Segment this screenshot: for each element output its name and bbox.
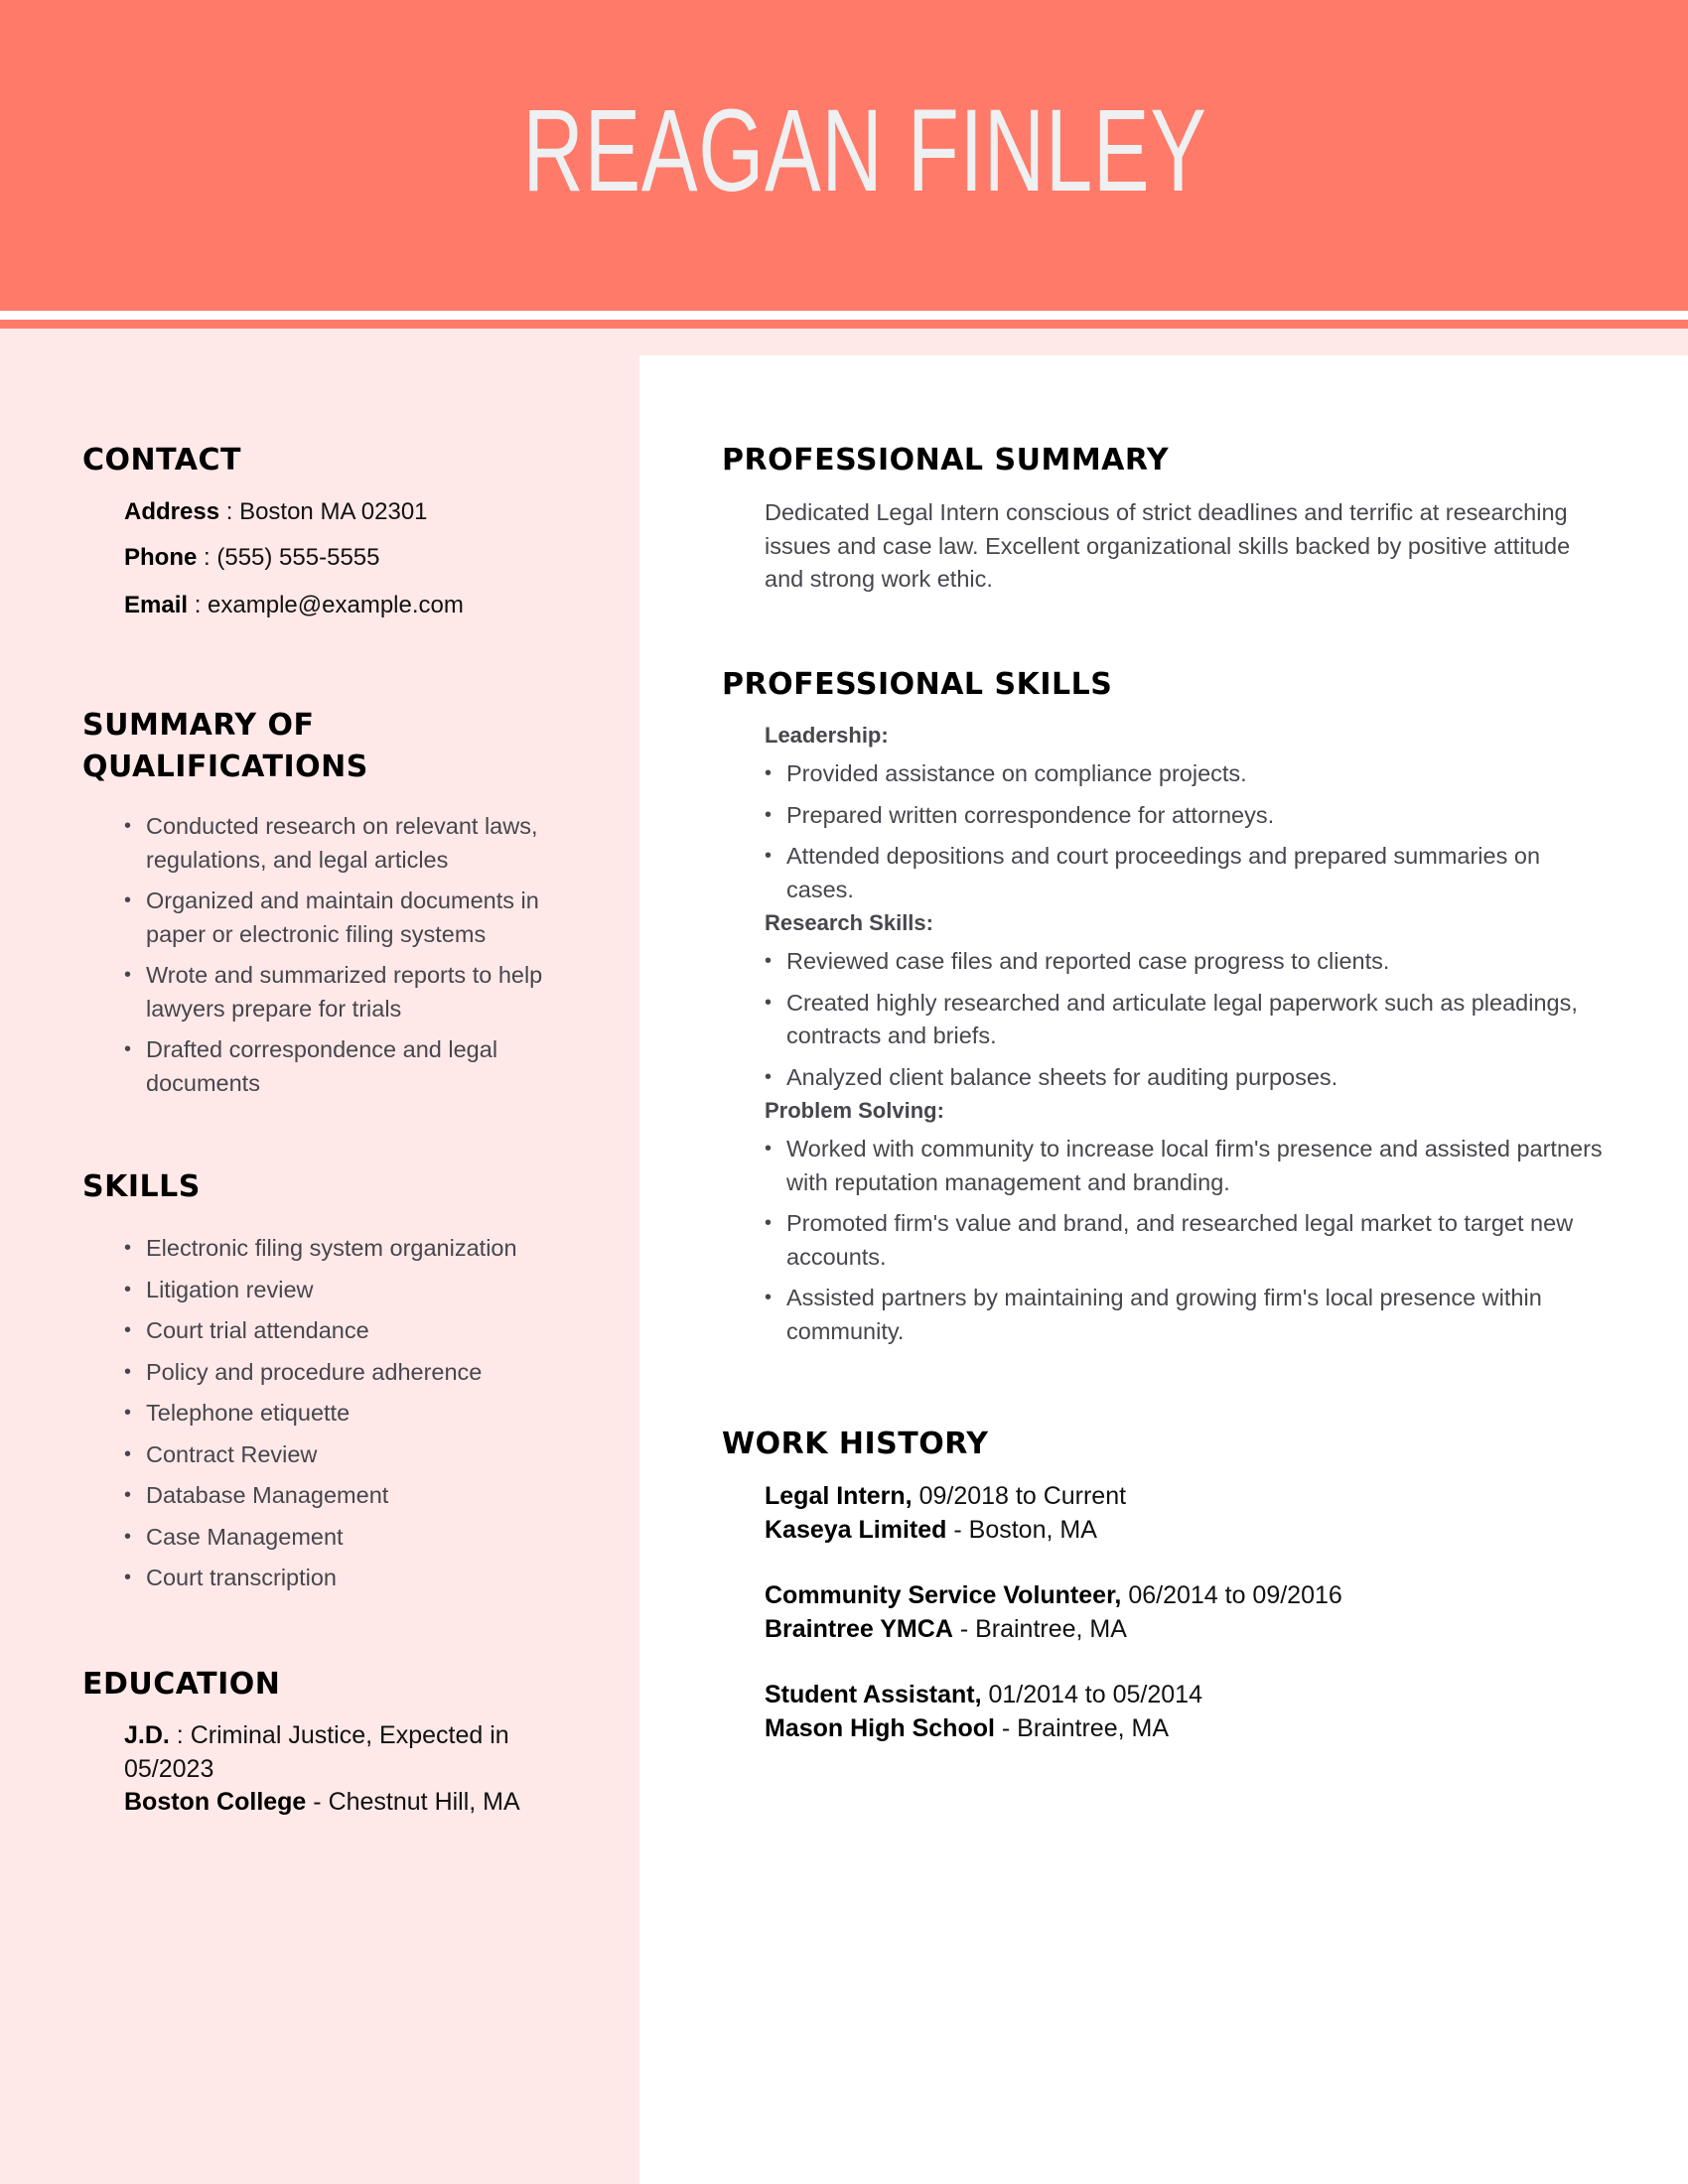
list-item: • Wrote and summarized reports to help lawyers prepare for trials <box>124 959 581 1025</box>
header-banner <box>0 0 1688 311</box>
job-entry <box>765 1579 1609 1646</box>
education-entry <box>124 1719 561 1820</box>
problem-solving-list <box>765 1133 1609 1348</box>
separator: : <box>188 592 209 618</box>
separator: - <box>994 1713 1018 1742</box>
job-location: Braintree, MA <box>1017 1713 1170 1742</box>
list-item: • Worked with community to increase local firm's presence and assisted partners with reputation management and branding. <box>765 1133 1609 1199</box>
email-label: Email <box>124 592 189 618</box>
company-name: Mason High School <box>765 1713 995 1742</box>
list-item: • Organized and maintain documents in paper or electronic filing systems <box>124 885 581 951</box>
separator: - <box>946 1515 969 1544</box>
list-item: • Telephone etiquette <box>124 1397 601 1431</box>
list-item: • Promoted firm's value and brand, and researched legal market to target new accounts. <box>765 1207 1609 1274</box>
skill-category-problem-solving: Problem Solving: <box>765 1098 944 1123</box>
header-band <box>0 329 1688 355</box>
separator: : <box>197 544 217 571</box>
skill-category-leadership: Leadership: <box>765 723 889 748</box>
contact-phone <box>124 542 379 574</box>
school-name: Boston College <box>124 1788 307 1816</box>
school-location: Chestnut Hill, MA <box>328 1788 520 1816</box>
skills-heading: SKILLS <box>82 1169 201 1204</box>
list-item: • Court trial attendance <box>124 1314 601 1348</box>
qualifications-heading-line2: QUALIFICATIONS <box>82 750 368 784</box>
separator: : <box>219 498 240 525</box>
education-heading: EDUCATION <box>82 1667 281 1702</box>
phone-value[interactable]: (555) 555-5555 <box>216 544 380 571</box>
qualifications-heading-line1: SUMMARY OF <box>82 708 315 743</box>
professional-summary-heading: PROFESSIONAL SUMMARY <box>722 443 1170 478</box>
professional-skills <box>765 719 1609 1348</box>
work-history <box>765 1480 1609 1778</box>
phone-label: Phone <box>124 544 198 571</box>
job-dates: 01/2014 to 05/2014 <box>981 1681 1202 1708</box>
company-name: Kaseya Limited <box>765 1515 947 1544</box>
list-item: • Policy and procedure adherence <box>124 1356 601 1390</box>
list-item: • Drafted correspondence and legal documents <box>124 1033 581 1100</box>
list-item: • Attended depositions and court proceedings and prepared summaries on cases. <box>765 840 1609 906</box>
email-value[interactable]: example@example.com <box>208 592 464 618</box>
job-dates: 06/2014 to 09/2016 <box>1121 1581 1342 1609</box>
leadership-list <box>765 757 1609 906</box>
list-item: • Prepared written correspondence for attorneys. <box>765 799 1609 833</box>
skill-category-research: Research Skills: <box>765 910 933 935</box>
list-item: • Case Management <box>124 1521 601 1555</box>
job-entry <box>765 1480 1609 1547</box>
job-title: Legal Intern, <box>765 1482 913 1510</box>
company-name: Braintree YMCA <box>765 1614 953 1643</box>
professional-summary-text: Dedicated Legal Intern conscious of strict deadlines and terrific at researching issues and case law. Excellent organizational skills backed by positive attitude and strong work ethic. <box>765 499 1571 592</box>
contact-email <box>124 590 464 621</box>
list-item: • Analyzed client balance sheets for auditing purposes. <box>765 1061 1609 1095</box>
degree: J.D. <box>124 1721 170 1749</box>
work-history-heading: WORK HISTORY <box>722 1427 989 1461</box>
list-item: • Litigation review <box>124 1274 601 1307</box>
research-list <box>765 945 1609 1094</box>
job-entry <box>765 1679 1609 1745</box>
list-item: • Provided assistance on compliance projects. <box>765 757 1609 791</box>
skills-list <box>124 1232 601 1603</box>
address-label: Address <box>124 498 220 525</box>
list-item: • Contract Review <box>124 1438 601 1472</box>
list-item: • Court transcription <box>124 1562 601 1595</box>
separator: : <box>169 1721 191 1749</box>
list-item: • Database Management <box>124 1479 601 1513</box>
job-dates: 09/2018 to Current <box>912 1482 1127 1510</box>
contact-heading: CONTACT <box>82 443 241 478</box>
header-divider-white <box>0 311 1688 320</box>
list-item: • Created highly researched and articulate legal paperwork such as pleadings, contracts and briefs. <box>765 987 1609 1053</box>
degree-field: Criminal Justice, Expected in 05/2023 <box>124 1721 509 1783</box>
candidate-name: REAGAN FINLEY <box>522 85 1207 216</box>
separator: - <box>952 1614 976 1643</box>
list-item: • Reviewed case files and reported case progress to clients. <box>765 945 1609 979</box>
address-value: Boston MA 02301 <box>239 498 428 525</box>
list-item: • Electronic filing system organization <box>124 1232 601 1266</box>
job-title: Student Assistant, <box>765 1681 982 1708</box>
contact-address <box>124 496 428 528</box>
job-location: Braintree, MA <box>975 1614 1127 1643</box>
list-item: • Conducted research on relevant laws, regulations, and legal articles <box>124 810 581 877</box>
job-location: Boston, MA <box>968 1515 1097 1544</box>
separator: - <box>306 1788 329 1816</box>
header-divider-coral <box>0 320 1688 329</box>
qualifications-list <box>124 810 581 1108</box>
job-title: Community Service Volunteer, <box>765 1581 1122 1609</box>
list-item: • Assisted partners by maintaining and growing firm's local presence within community. <box>765 1282 1609 1348</box>
professional-skills-heading: PROFESSIONAL SKILLS <box>722 667 1113 702</box>
